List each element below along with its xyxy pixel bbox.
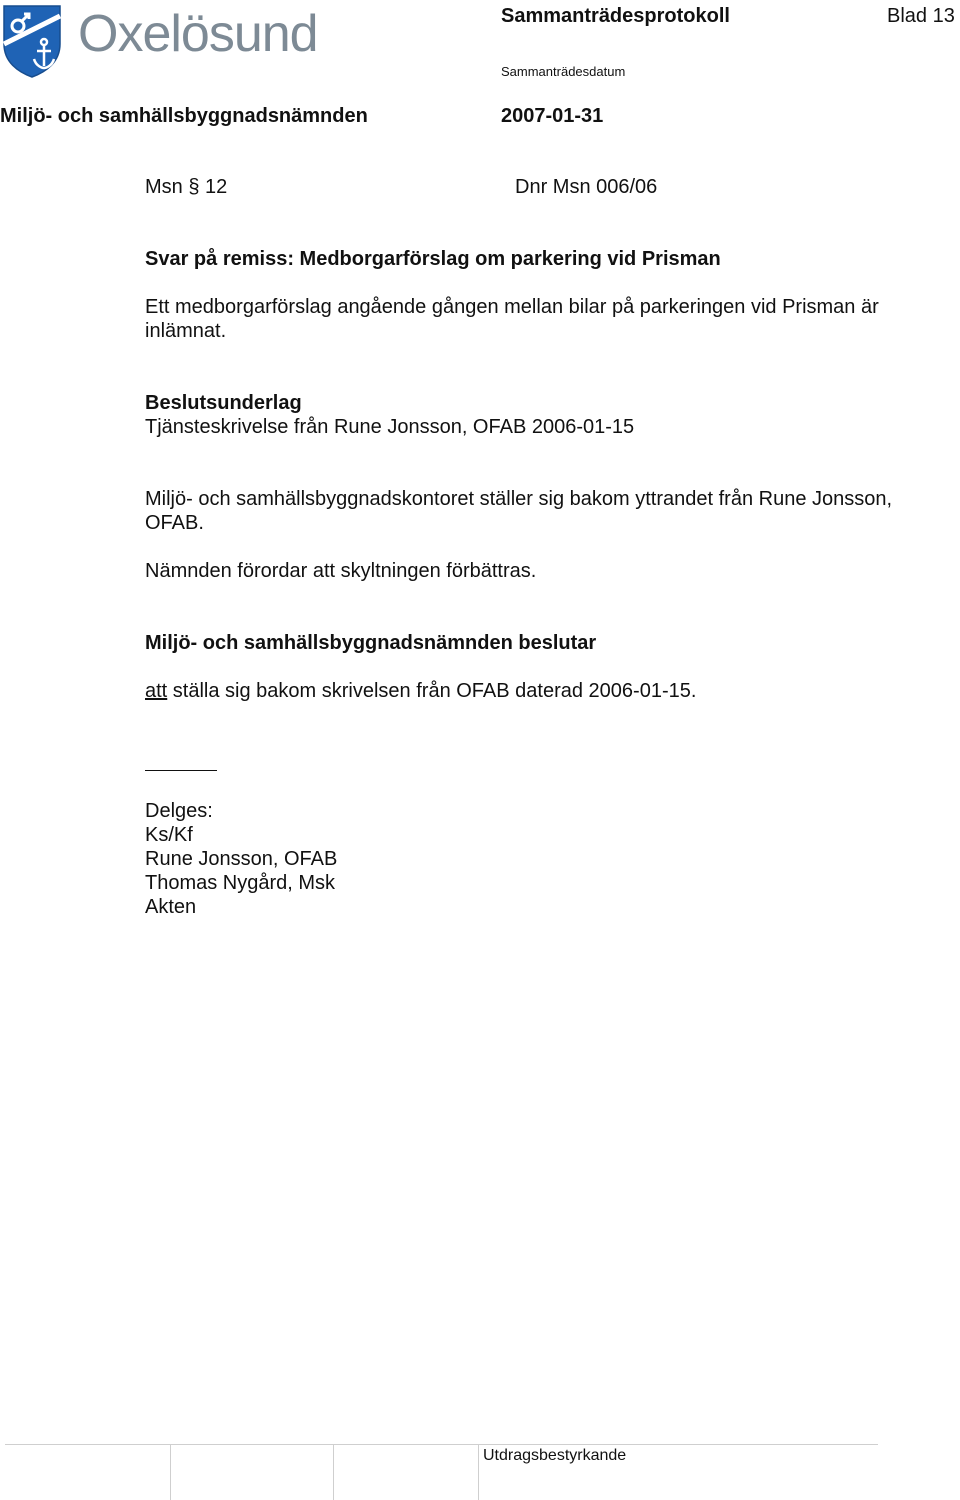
intro-text: Ett medborgarförslag angående gången mellan bilar på parkeringen vid Prisman är inlämnat. (145, 296, 879, 342)
separator-line (145, 770, 217, 771)
certification-label: Utdragsbestyrkande (483, 1447, 627, 1464)
footer-rule (5, 1444, 878, 1445)
recommendation-text: Nämnden förordar att skyltningen förbättras. (145, 560, 537, 582)
logo-wordmark: Oxelösund (78, 5, 318, 63)
decision-text (145, 679, 696, 703)
paragraph-reference (145, 175, 227, 199)
municipal-shield-logo-icon (2, 4, 62, 78)
sheet-number: Blad 13 (887, 5, 955, 27)
decision-heading: Miljö- och samhällsbyggnadsnämnden beslutar (145, 632, 597, 654)
meeting-date-label: Sammanträdesdatum (501, 64, 626, 79)
basis-text: Tjänsteskrivelse från Rune Jonsson, OFAB 2006-01-15 (145, 416, 635, 438)
diary-number: Dnr Msn 006/06 (515, 176, 658, 198)
paragraph-prefix: Msn (145, 176, 183, 198)
footer-column-divider (333, 1445, 334, 1500)
section-sign: § (188, 176, 200, 198)
meeting-date: 2007-01-31 (501, 105, 604, 127)
footer-column-divider (478, 1445, 479, 1500)
distribution-recipient: Ks/Kf (145, 824, 193, 846)
distribution-recipient: Thomas Nygård, Msk (145, 872, 336, 894)
distribution-recipient: Rune Jonsson, OFAB (145, 848, 338, 870)
decision-body: ställa sig bakom skrivelsen från OFAB daterad 2006-01-15. (167, 680, 697, 702)
footer-column-divider (170, 1445, 171, 1500)
distribution-recipient: Akten (145, 896, 197, 918)
basis-heading: Beslutsunderlag (145, 392, 302, 414)
decision-att: att (145, 680, 168, 702)
distribution-label: Delges: (145, 800, 213, 822)
document-title: Sammanträdesprotokoll (501, 5, 730, 27)
office-statement: Miljö- och samhällsbyggnadskontoret ställer sig bakom yttrandet från Rune Jonsson, OFAB. (145, 488, 893, 534)
paragraph-number: 12 (205, 176, 228, 198)
committee-name: Miljö- och samhällsbyggnadsnämnden (0, 105, 368, 127)
item-heading: Svar på remiss: Medborgarförslag om parkering vid Prisman (145, 248, 721, 270)
